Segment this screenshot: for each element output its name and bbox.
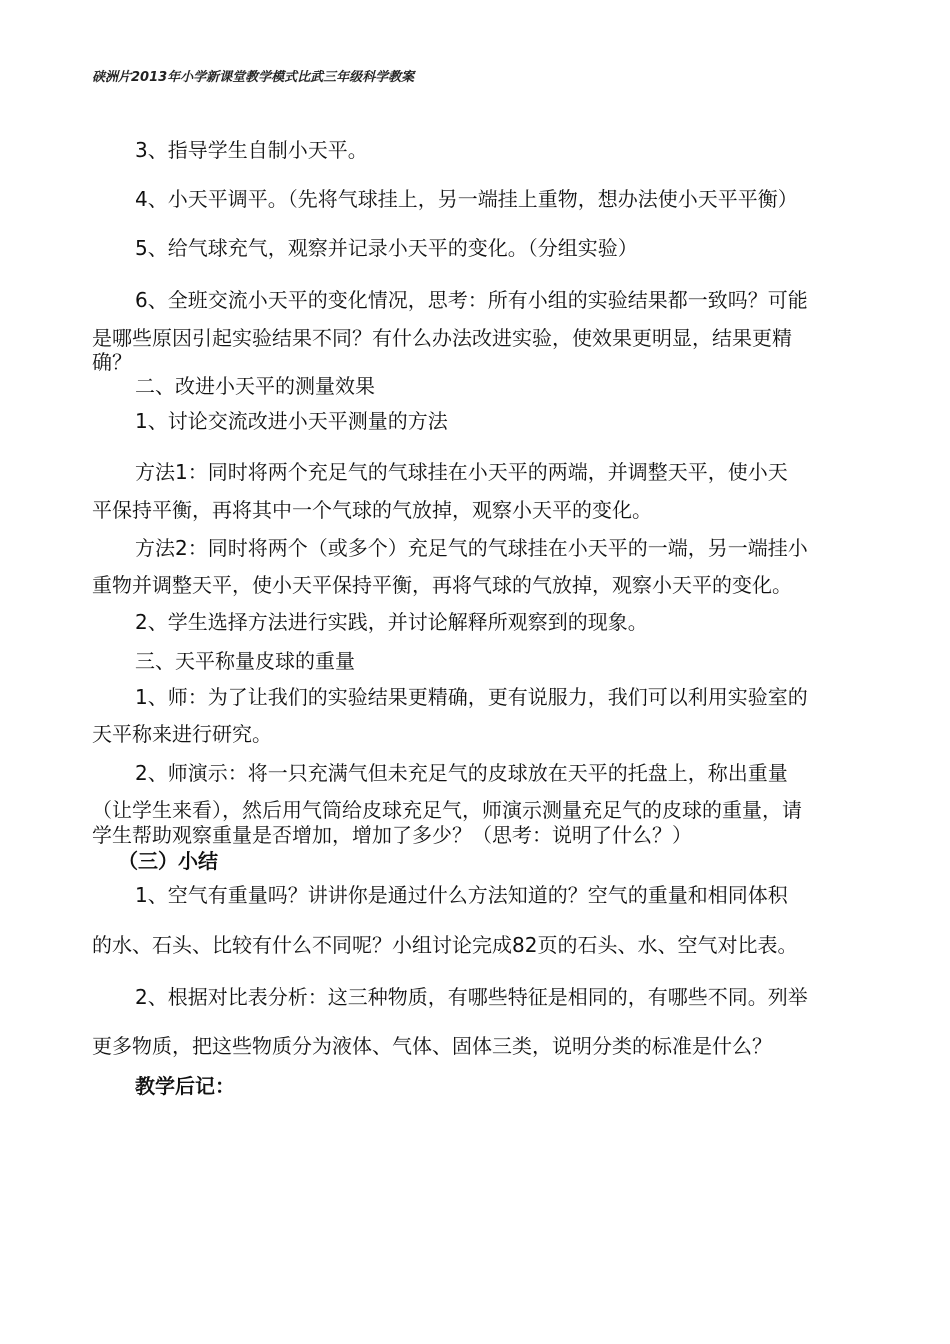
method-2-line-2: 重物并调整天平，使小天平保持平衡，再将气球的气放掉，观察小天平的变化。 xyxy=(92,573,792,597)
teaching-notes-heading: 教学后记： xyxy=(135,1074,235,1098)
step-6-line-3: 确？ xyxy=(92,350,132,374)
section-3-item-1-line-1: 1、师：为了让我们的实验结果更精确，更有说服力，我们可以利用实验室的 xyxy=(135,685,808,709)
section-3-item-1-line-2: 天平称来进行研究。 xyxy=(92,722,272,746)
step-6-line-1: 6、全班交流小天平的变化情况，思考：所有小组的实验结果都一致吗？可能 xyxy=(135,288,808,312)
summary-item-2-line-1: 2、根据对比表分析：这三种物质，有哪些特征是相同的，有哪些不同。列举 xyxy=(135,985,808,1009)
summary-item-1-line-1: 1、空气有重量吗？讲讲你是通过什么方法知道的？空气的重量和相同体积 xyxy=(135,883,788,907)
step-5: 5、给气球充气，观察并记录小天平的变化。（分组实验） xyxy=(135,236,638,260)
section-2-heading: 二、改进小天平的测量效果 xyxy=(135,374,375,398)
section-3-item-2-line-1: 2、师演示：将一只充满气但未充足气的皮球放在天平的托盘上，称出重量 xyxy=(135,761,788,785)
page-header: 硖洲片2013年小学新课堂教学模式比武三年级科学教案 xyxy=(92,70,415,85)
summary-item-2-line-2: 更多物质，把这些物质分为液体、气体、固体三类，说明分类的标准是什么？ xyxy=(92,1034,772,1058)
method-1-line-1: 方法1：同时将两个充足气的气球挂在小天平的两端，并调整天平，使小天 xyxy=(135,460,788,484)
method-1-line-2: 平保持平衡，再将其中一个气球的气放掉，观察小天平的变化。 xyxy=(92,498,652,522)
section-2-item-1: 1、讨论交流改进小天平测量的方法 xyxy=(135,409,448,433)
step-6-line-2: 是哪些原因引起实验结果不同？有什么办法改进实验，使效果更明显，结果更精 xyxy=(92,326,792,350)
section-3-item-2-line-2: （让学生来看），然后用气筒给皮球充足气，师演示测量充足气的皮球的重量，请 xyxy=(92,798,802,822)
method-2-line-1: 方法2：同时将两个（或多个）充足气的气球挂在小天平的一端，另一端挂小 xyxy=(135,536,808,560)
step-3: 3、指导学生自制小天平。 xyxy=(135,138,368,162)
section-2-item-2: 2、学生选择方法进行实践，并讨论解释所观察到的现象。 xyxy=(135,610,648,634)
summary-heading: （三）小结 xyxy=(118,849,218,873)
summary-item-1-line-2: 的水、石头、比较有什么不同呢？小组讨论完成82页的石头、水、空气对比表。 xyxy=(92,933,798,957)
section-3-item-2-line-3: 学生帮助观察重量是否增加，增加了多少？（思考：说明了什么？） xyxy=(92,823,692,847)
step-4: 4、小天平调平。（先将气球挂上，另一端挂上重物，想办法使小天平平衡） xyxy=(135,187,798,211)
section-3-heading: 三、天平称量皮球的重量 xyxy=(135,649,355,673)
